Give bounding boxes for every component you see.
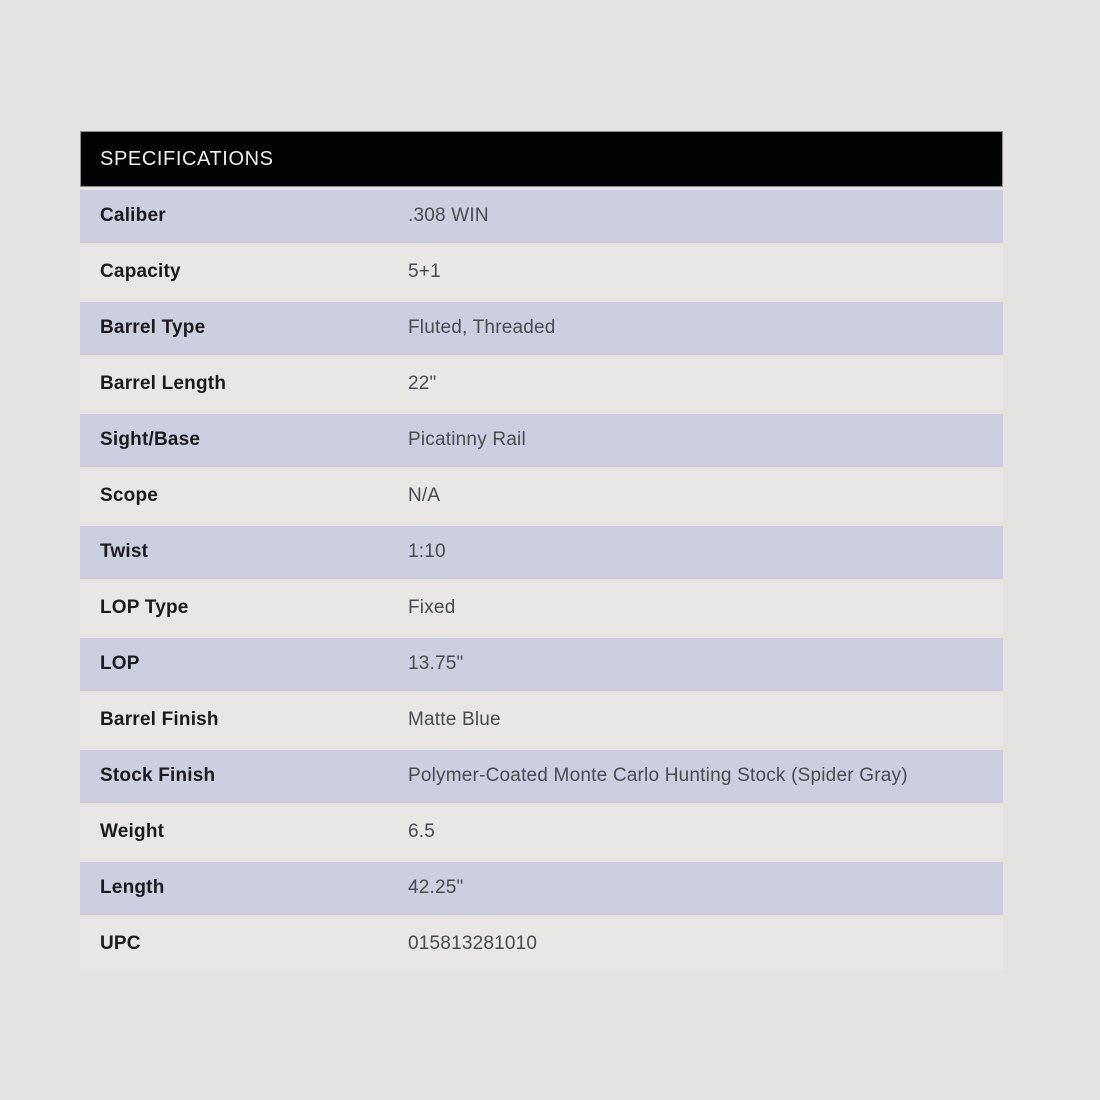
specifications-table (80, 131, 1003, 970)
spec-label: Barrel Length (100, 373, 227, 394)
spec-row-lop-type (80, 582, 1003, 634)
spec-label: Twist (100, 541, 149, 562)
spec-value: 13.75" (408, 653, 464, 674)
spec-label: Stock Finish (100, 765, 216, 786)
spec-row-scope (80, 470, 1003, 522)
spec-value: Fixed (408, 597, 456, 618)
spec-value: .308 WIN (408, 205, 489, 226)
spec-row-weight (80, 806, 1003, 858)
spec-row-twist (80, 526, 1003, 578)
spec-value: 5+1 (408, 261, 441, 282)
spec-label: Caliber (100, 205, 166, 226)
spec-row-sight-base (80, 414, 1003, 466)
spec-row-barrel-finish (80, 694, 1003, 746)
spec-row-length (80, 862, 1003, 914)
spec-value: 015813281010 (408, 933, 538, 954)
spec-value: 6.5 (408, 821, 436, 842)
spec-row-stock-finish (80, 750, 1003, 802)
spec-row-barrel-length (80, 358, 1003, 410)
spec-label: Capacity (100, 261, 181, 282)
spec-label: Scope (100, 485, 159, 506)
spec-label: LOP Type (100, 597, 189, 618)
spec-label: Barrel Finish (100, 709, 219, 730)
spec-value: Fluted, Threaded (408, 317, 556, 338)
spec-row-lop (80, 638, 1003, 690)
spec-value: Polymer-Coated Monte Carlo Hunting Stock (Spider Gray) (408, 765, 908, 786)
spec-label: UPC (100, 933, 141, 954)
spec-row-caliber (80, 190, 1003, 242)
specifications-header (80, 131, 1003, 187)
specifications-header-title: SPECIFICATIONS (100, 147, 274, 170)
spec-label: Barrel Type (100, 317, 206, 338)
spec-value: N/A (408, 485, 441, 506)
spec-value: 1:10 (408, 541, 446, 562)
spec-value: 42.25" (408, 877, 464, 898)
spec-label: Weight (100, 821, 165, 842)
spec-row-upc (80, 918, 1003, 970)
spec-rows (80, 190, 1003, 970)
spec-label: Length (100, 877, 165, 898)
spec-value: 22" (408, 373, 437, 394)
spec-label: Sight/Base (100, 429, 201, 450)
spec-value: Picatinny Rail (408, 429, 526, 450)
spec-value: Matte Blue (408, 709, 501, 730)
spec-row-barrel-type (80, 302, 1003, 354)
spec-label: LOP (100, 653, 140, 674)
spec-row-capacity (80, 246, 1003, 298)
